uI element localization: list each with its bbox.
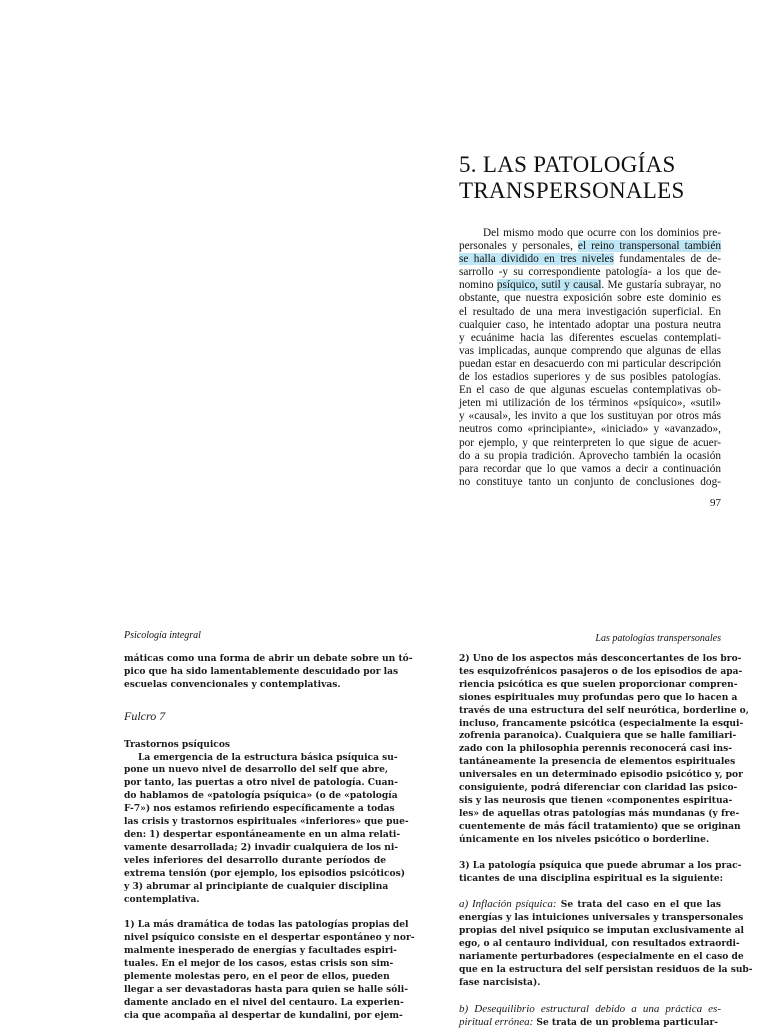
text-line: veles inferiores del desarrollo durante períodos de (124, 854, 386, 866)
text-line: zofrenia paranoica). Cualquiera que se halle familiari- (459, 730, 737, 742)
text-line: extrema tensión (por ejemplo, los episodios psicóticos) (124, 867, 406, 879)
text-line: ticantes de una disciplina espiritual es la siguiente: (459, 872, 724, 884)
paragraph (459, 653, 749, 847)
page-98-spread (0, 620, 768, 1028)
text-line: tuales. En el mejor de los casos, estas crisis son sim- (124, 958, 394, 970)
list-label: b) Desequilibrio estructural debido a una práctica es- (459, 1002, 721, 1015)
text-line: 1) La más dramática de todas las patologías propias del (124, 919, 409, 931)
paragraph (459, 859, 742, 886)
body-line: neutros como «principiante», «iniciado» y «avanzado», (459, 423, 721, 436)
text-line: por tanto, las puertas a otro nivel de patología. Cuan- (124, 777, 398, 789)
text-line: propias del nivel psíquico se imputan exclusivamente al (459, 925, 744, 937)
text-line: tes esquizofrénicos pasajeros o de los episodios de apa- (459, 665, 743, 677)
running-head-right: Las patologías transpersonales (595, 633, 721, 644)
highlighted-text[interactable]: psíquico, sutil y causal (496, 279, 602, 292)
text-line: 3) La patología psíquica que puede abrumar a los prac- (459, 859, 742, 871)
text-line: do hablamos de «patología psíquica» (o de «patología (124, 790, 398, 802)
body-line: En el caso de que algunas escuelas contemplativas ob- (459, 384, 721, 397)
body-line: para recordar que lo que vamos a decir a continuación (459, 462, 721, 475)
body-line: por ejemplo, y que reinterpreten lo que sigue de acuer- (459, 436, 721, 449)
text-line: a) Inflación psíquica: Se trata del caso en el que las (459, 898, 721, 911)
body-line: y «causal», les invito a que los sustituyan por otros más (459, 410, 721, 423)
text-line: piritual errónea: Se trata de un problema particular- (459, 1015, 719, 1028)
body-line: nomino psíquico, sutil y causal. Me gustaría subrayar, no (459, 279, 721, 292)
subheading: Trastornos psíquicos (124, 738, 231, 750)
text-line: sis y las neurosis que tienen «componentes espiritua- (459, 794, 733, 806)
text-line: universales en un determinado episodio psicótico y, por (459, 769, 743, 781)
text-line: pone un nuevo nivel de desarrollo del self que abre, (124, 764, 389, 776)
body-line: no constituye tanto un conjunto de conclusiones dog- (459, 475, 721, 488)
body-line: cualquier caso, he intentado adoptar una postura neutra (459, 318, 721, 331)
text-line: las crisis y trastornos espirituales «inferiores» que pue- (124, 816, 409, 828)
body-line: personales y personales, el reino transpersonal también (459, 240, 721, 253)
body-line: el resultado de una mera investigación superficial. En (459, 305, 721, 318)
list-label: a) Inflación psíquica: (459, 898, 557, 911)
body-line: do a su propia tradición. Aprovecho también la ocasión (459, 449, 721, 462)
text-line: vamente desarrollada; 2) invadir cualquiera de los ni- (124, 841, 399, 853)
body-line: de los estadios superiores y de sus posibles patologías. (459, 371, 721, 384)
paragraph (459, 1003, 721, 1030)
left-column (124, 653, 415, 1023)
chapter-title-line: TRANSPERSONALES (459, 178, 685, 203)
body-line: y ecuánime hacia las diferentes escuelas contemplati- (459, 331, 721, 344)
text-line: tantáneamente la presencia de elementos espirituales (459, 756, 736, 768)
text-line: cuentemente de más fácil tratamiento) que se originan (459, 820, 741, 832)
body-line: puedan estar en desacuerdo con mi particular descripción (459, 357, 721, 370)
text-line: La emergencia de la estructura básica psíquica su- (138, 751, 398, 763)
text-line: F-7») nos estamos refiriendo específicamente a todas (124, 803, 395, 815)
text-line: nariamente perturbadores (especialmente en el caso de (459, 951, 744, 963)
text-line: llegar a ser devastadoras hasta para quien se halle sóli- (124, 983, 409, 995)
text-line: únicamente en los niveles psicótico o borderline. (459, 833, 710, 845)
text-line: riencia psicótica es que suelen proporcionar compren- (459, 678, 738, 690)
text-line: nivel psíquico consiste en el despertar espontáneo y nor- (124, 932, 415, 944)
highlighted-text[interactable]: se halla dividido en tres niveles (459, 253, 614, 266)
text-line: les» de aquellas otras patologías más mundanas (y fre- (459, 807, 740, 819)
paragraph (124, 738, 409, 907)
body-line: Del mismo modo que ocurre con los dominios pre- (483, 227, 721, 239)
body-line: sarrollo -y su correspondiente patología- a los que de- (459, 266, 721, 279)
text-line: damente anclado en el nivel del centauro. La experien- (124, 996, 404, 1008)
text-line: energías y las intuiciones universales y transpersonales (459, 912, 744, 924)
text-line: cia que acompaña al despertar de kundalini, por ejem- (124, 1009, 403, 1021)
text-line: incluso, francamente psicótica (especialmente la esqui- (459, 717, 744, 729)
text-line: pico que ha sido lamentablemente descuidado por las (124, 665, 399, 677)
text-line: máticas como una forma de abrir un debate sobre un tó- (124, 653, 413, 664)
paragraph (459, 898, 753, 989)
body-line: se halla dividido en tres niveles fundamentales de de- (459, 253, 721, 266)
text-line: 2) Uno de los aspectos más desconcertantes de los bro- (459, 653, 742, 664)
text-line: contemplativa. (124, 893, 200, 905)
paragraph (124, 919, 415, 1022)
text-line: que en la estructura del self persistan residuos de la sub- (459, 963, 753, 975)
text-line: malmente inesperado de energías y facultades espiri- (124, 945, 397, 957)
chapter-title (459, 152, 749, 204)
highlighted-text[interactable]: el reino transpersonal también (577, 240, 721, 253)
page-number: 97 (710, 497, 721, 509)
text-line: través de una estructura del self neurótica, borderline o, (459, 704, 749, 716)
chapter-title-line: 5. LAS PATOLOGÍAS (459, 152, 676, 177)
body-line: jeten mi utilización de los términos «psíquico», «sutil» (459, 397, 721, 410)
text-line: plemente molestas pero, en el peor de ellos, pueden (124, 971, 390, 983)
text-line: den: 1) despertar espontáneamente en un alma relati- (124, 828, 401, 840)
text-line: fase narcisista). (459, 976, 541, 988)
text-line: zado con la philosophia perennis reconocerá casi ins- (459, 743, 732, 755)
text-line: ego, o al centauro individual, con resultados extraordi- (459, 938, 740, 950)
text-line: y 3) abrumar al principiante de cualquier disciplina (124, 880, 389, 892)
text-line: siones espirituales muy profundas pero que lo hacen a (459, 691, 738, 703)
body-line: obstante, que nuestra exposición sobre este dominio es (459, 292, 721, 305)
chapter-intro-text (459, 227, 721, 489)
body-line: vas implicadas, aunque comprendo que algunas de ellas (459, 344, 721, 357)
text-line: escuelas convencionales y contemplativas. (124, 678, 341, 690)
text-line: consiguiente, podrá diferenciar con claridad las psico- (459, 782, 738, 794)
paragraph (124, 653, 413, 692)
running-head-left: Psicología integral (124, 630, 201, 641)
right-column (459, 653, 753, 1030)
section-heading: Fulcro 7 (124, 708, 166, 723)
